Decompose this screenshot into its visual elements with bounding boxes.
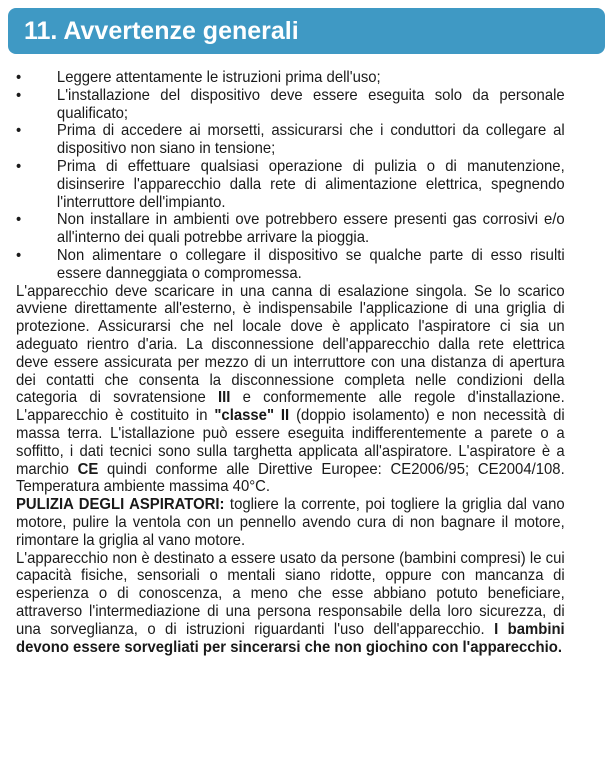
bullet-icon: • bbox=[16, 246, 22, 264]
list-item bbox=[16, 122, 565, 158]
paragraph-text: L'apparecchio non è destinato a essere usato da persone (bambini compresi) le cui capacità fisiche, sensoriali o mentali siano ridotte, oppure con mancanza di esperienza o di conoscenza, a meno che esse abbiano potuto beneficiare, attraverso l'intermediazione di una persona responsabile della loro sicurezza, di una sorveglianza, o di istruzioni riguardanti l'uso dell'apparecchio. bbox=[16, 549, 565, 638]
list-item bbox=[16, 158, 565, 211]
list-item bbox=[16, 87, 565, 123]
paragraph-text: L'apparecchio deve scaricare in una canna di esalazione singola. Se lo scarico avviene direttamente all'esterno, è indispensabile l'applicazione di una griglia di protezione. Assicurarsi che nel locale dove è applicato l'aspiratore ci sia un adeguato rientro d'aria. La disconnessione dell'apparecchio dalla rete elettrica deve essere assicurata per mezzo di un interruttore con una distanza di apertura dei contatti che consenta la disconnessione completa nelle condizioni della categoria di sovratensione bbox=[16, 282, 565, 407]
bullet-icon: • bbox=[16, 86, 22, 104]
list-item bbox=[16, 247, 565, 283]
paragraph-text: (doppio isolamento) e non necessità di massa terra. L'istallazione può essere eseguita indifferentemente a parete o a soffitto, i dati tecnici sono sulla targhetta applicata all'aspiratore. L'aspiratore è a marchio bbox=[16, 407, 565, 478]
list-item-text: L'installazione del dispositivo deve essere eseguita solo da personale qualificato; bbox=[56, 86, 565, 122]
ce-mark-text: CE bbox=[77, 460, 99, 478]
installation-paragraph bbox=[16, 283, 565, 497]
list-item bbox=[16, 69, 565, 87]
paragraph-text: togliere la corrente, poi togliere la griglia dal vano motore, pulire la ventola con un pennello avendo cura di non bagnare il motore, rimontare la griglia al vano motore. bbox=[16, 496, 565, 549]
insulation-class: "classe" II bbox=[214, 407, 290, 425]
list-item-text: Non installare in ambienti ove potrebbero essere presenti gas corrosivi e/o all'interno dei quali potrebbe arrivare la pioggia. bbox=[56, 211, 565, 247]
paragraph-text: quindi conforme alle Direttive Europee: CE2006/95; CE2004/108. Temperatura ambiente massima 40°C. bbox=[16, 460, 565, 496]
list-item bbox=[16, 211, 565, 247]
page-title: 11. Avvertenze generali bbox=[24, 17, 299, 45]
bullet-icon: • bbox=[16, 211, 22, 229]
children-warning: I bambini devono essere sorvegliati per sincerarsi che non giochino con l'apparecchio. bbox=[16, 620, 565, 656]
paragraph-text: e conformemente alle regole d'installazione. L'apparecchio è costituito in bbox=[16, 389, 565, 425]
list-item-text: Prima di effettuare qualsiasi operazione di pulizia o di manutenzione, disinserire l'apparecchio dalla rete di alimentazione elettrica, spegnendo l'interruttore dell'impianto. bbox=[56, 157, 565, 211]
section-header-bar bbox=[8, 8, 605, 54]
safety-paragraph bbox=[16, 550, 565, 657]
bullet-icon: • bbox=[16, 69, 22, 86]
cleaning-heading: PULIZIA DEGLI ASPIRATORI: bbox=[16, 496, 225, 514]
cleaning-paragraph bbox=[16, 496, 565, 549]
list-item-text: Prima di accedere ai morsetti, assicurarsi che i conduttori da collegare al dispositivo non siano in tensione; bbox=[56, 122, 565, 158]
overvoltage-category: III bbox=[218, 389, 231, 407]
list-item-text: Leggere attentamente le istruzioni prima dell'uso; bbox=[56, 69, 381, 86]
list-item-text: Non alimentare o collegare il dispositivo se qualche parte di esso risulti essere danneggiata o compromessa. bbox=[56, 246, 565, 282]
warnings-list bbox=[16, 69, 565, 283]
bullet-icon: • bbox=[16, 157, 22, 175]
section-body bbox=[16, 69, 565, 656]
bullet-icon: • bbox=[16, 122, 22, 140]
